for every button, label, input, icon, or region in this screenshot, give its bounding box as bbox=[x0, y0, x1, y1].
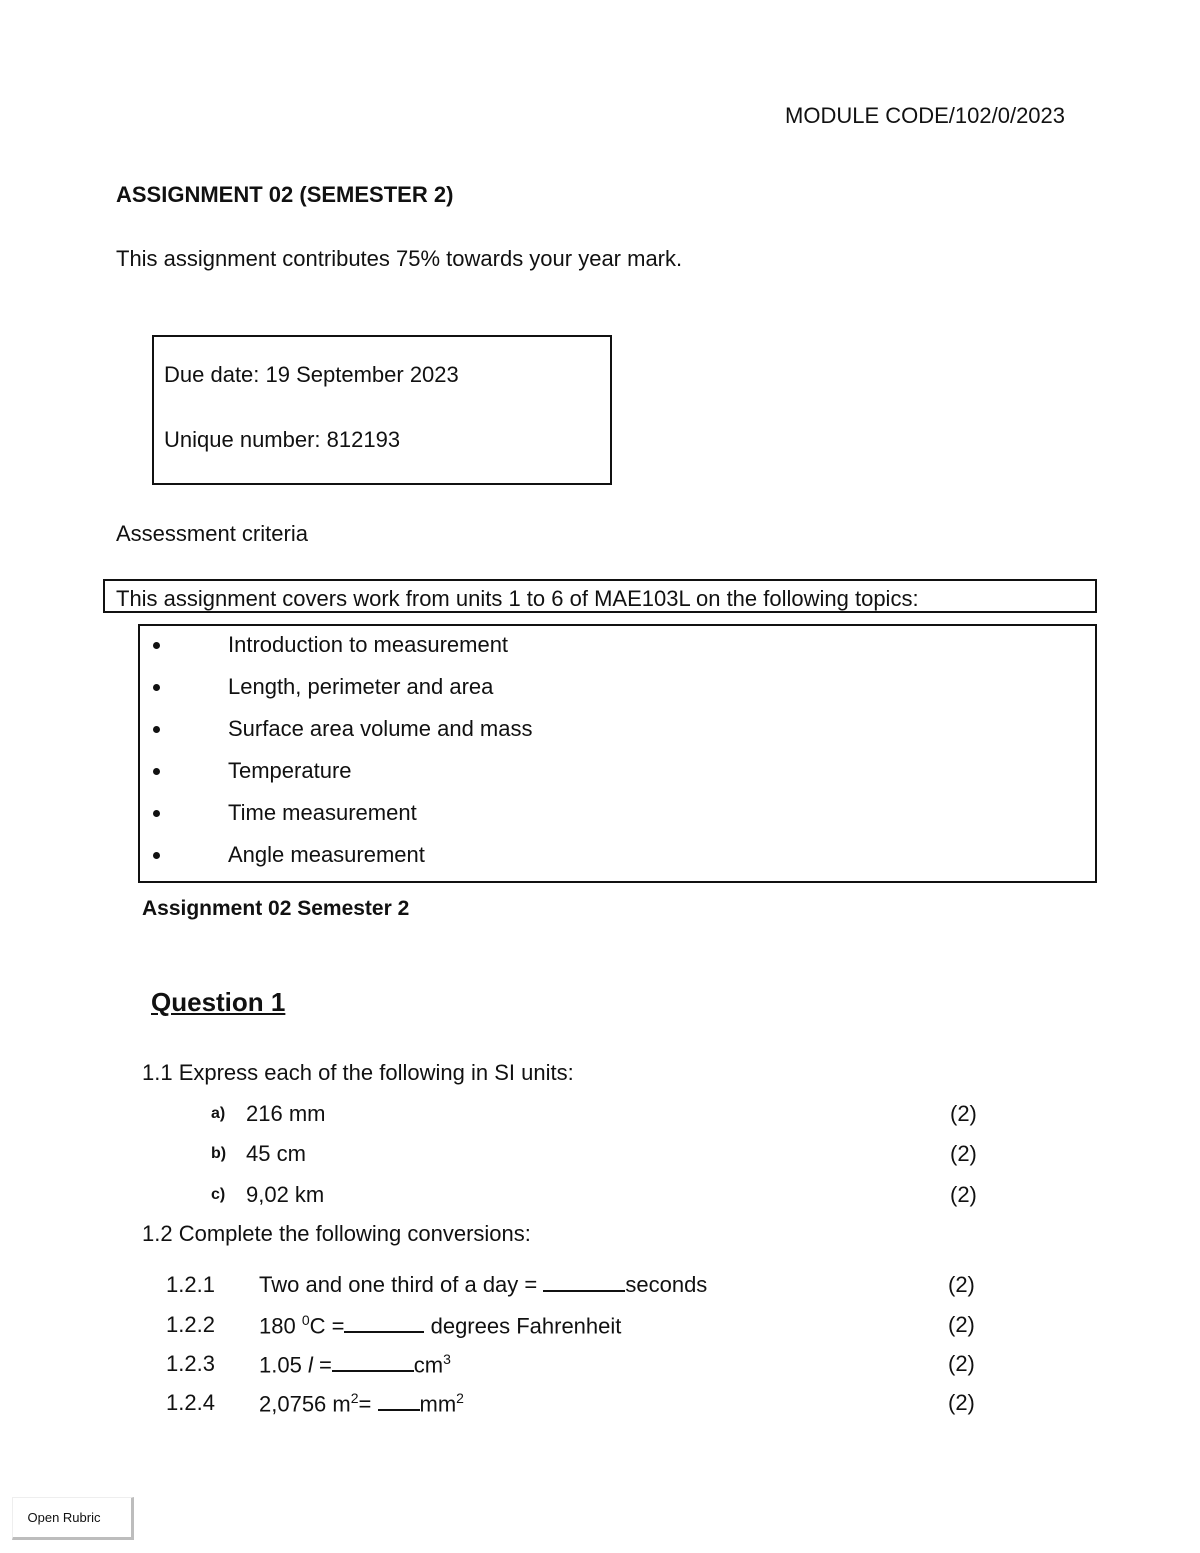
assignment-title: ASSIGNMENT 02 (SEMESTER 2) bbox=[116, 182, 454, 207]
item-text: 216 mm bbox=[246, 1101, 326, 1126]
bullet-icon bbox=[153, 726, 160, 733]
item-text: 45 cm bbox=[246, 1141, 306, 1166]
module-code: MODULE CODE/102/0/2023 bbox=[785, 103, 1066, 128]
q1-1-prompt: 1.1 Express each of the following in SI units: bbox=[142, 1060, 574, 1085]
item-label: c) bbox=[211, 1186, 226, 1203]
conversion-pre: Two and one third of a day = bbox=[259, 1272, 544, 1297]
answer-blank bbox=[344, 1317, 424, 1333]
conversion-post: seconds bbox=[625, 1272, 708, 1297]
conversion-text bbox=[259, 1312, 621, 1339]
answer-blank bbox=[332, 1356, 414, 1372]
item-text: 9,02 km bbox=[246, 1182, 325, 1207]
item-marks: (2) bbox=[950, 1141, 977, 1166]
open-rubric-button[interactable]: Open Rubric bbox=[12, 1497, 134, 1540]
conversion-pre2: = bbox=[312, 1352, 332, 1378]
conversion-post: degrees Fahrenheit bbox=[424, 1313, 622, 1339]
due-info-box bbox=[152, 335, 612, 485]
item-marks: (2) bbox=[948, 1390, 975, 1415]
topic-item: Time measurement bbox=[228, 800, 417, 825]
unit-superscript: 2 bbox=[456, 1390, 464, 1406]
conversion-pre2: C = bbox=[309, 1313, 345, 1339]
item-marks: (2) bbox=[950, 1101, 977, 1126]
contribution-text: This assignment contributes 75% towards your year mark. bbox=[116, 246, 683, 271]
item-marks: (2) bbox=[948, 1312, 975, 1337]
conversion-text bbox=[259, 1272, 707, 1298]
item-number: 1.2.3 bbox=[166, 1351, 215, 1376]
unique-number: Unique number: 812193 bbox=[164, 427, 401, 452]
bullet-icon bbox=[153, 852, 160, 859]
criteria-intro-box bbox=[103, 579, 1097, 613]
unit-superscript: 2 bbox=[350, 1390, 359, 1406]
unit-superscript: 3 bbox=[443, 1351, 451, 1367]
item-number: 1.2.4 bbox=[166, 1390, 215, 1415]
conversion-pre: 1.05 bbox=[259, 1352, 308, 1378]
criteria-intro: This assignment covers work from units 1 to 6 of MAE103L on the following topics: bbox=[116, 586, 919, 611]
item-number: 1.2.1 bbox=[166, 1272, 215, 1297]
question-heading: Question 1 bbox=[151, 987, 286, 1017]
answer-blank bbox=[543, 1276, 625, 1292]
conversion-text bbox=[259, 1390, 464, 1417]
topic-item: Introduction to measurement bbox=[228, 632, 509, 657]
topic-item: Surface area volume and mass bbox=[228, 716, 533, 741]
conversion-pre: 180 bbox=[259, 1313, 302, 1339]
degree-superscript: 0 bbox=[301, 1312, 310, 1328]
conversion-text bbox=[259, 1351, 451, 1378]
item-marks: (2) bbox=[948, 1351, 975, 1376]
assessment-criteria-label: Assessment criteria bbox=[116, 521, 308, 546]
bullet-icon bbox=[153, 810, 160, 817]
topic-item: Length, perimeter and area bbox=[228, 674, 494, 699]
item-number: 1.2.2 bbox=[166, 1312, 215, 1337]
item-label: b) bbox=[211, 1145, 227, 1162]
conversion-post: cm bbox=[413, 1352, 444, 1378]
item-marks: (2) bbox=[950, 1182, 977, 1207]
conversion-pre2: = bbox=[358, 1391, 378, 1417]
bullet-icon bbox=[153, 768, 160, 775]
item-label: a) bbox=[211, 1105, 226, 1122]
litre-symbol: l bbox=[307, 1352, 313, 1378]
bullet-icon bbox=[153, 642, 160, 649]
bullet-icon bbox=[153, 684, 160, 691]
conversion-post: mm bbox=[419, 1391, 457, 1417]
item-marks: (2) bbox=[948, 1272, 975, 1297]
assignment-subtitle: Assignment 02 Semester 2 bbox=[142, 897, 410, 920]
topic-item: Angle measurement bbox=[228, 842, 425, 867]
due-date: Due date: 19 September 2023 bbox=[164, 362, 459, 387]
answer-blank bbox=[378, 1395, 420, 1411]
topic-item: Temperature bbox=[228, 758, 352, 783]
q1-2-prompt: 1.2 Complete the following conversions: bbox=[142, 1221, 531, 1246]
conversion-pre: 2,0756 m bbox=[259, 1391, 351, 1417]
topics-box bbox=[138, 624, 1097, 883]
